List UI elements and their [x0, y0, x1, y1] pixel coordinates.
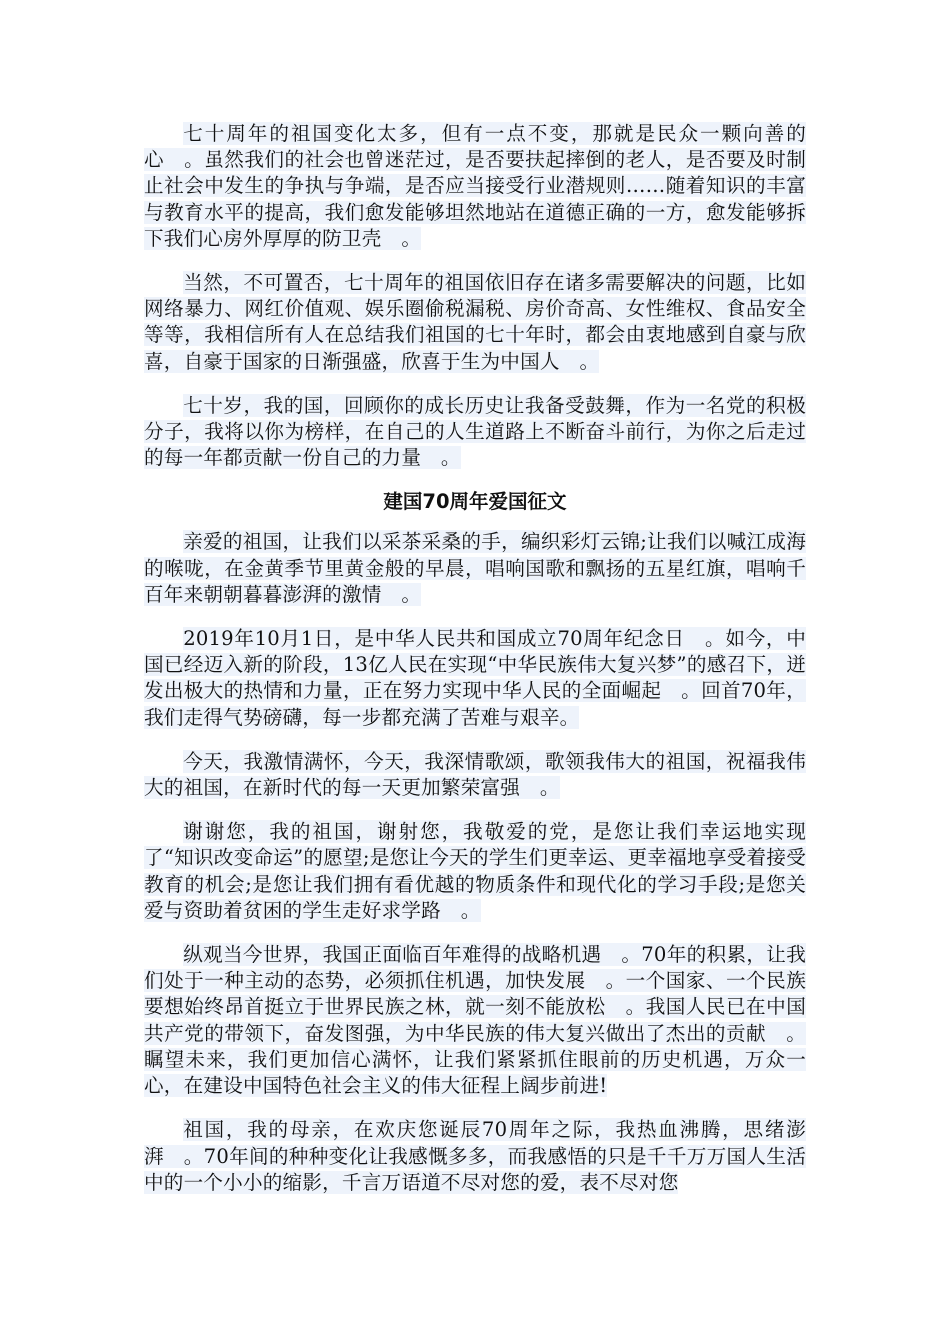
paragraph-text: 当然，不可置否，七十周年的祖国依旧存在诸多需要解决的问题，比如网络暴力、网红价值观、娱乐圈偷税漏税、房价奇高、女性维权、食品安全等等，我相信所有人在总结我们祖国的七十年时，都会由衷地感到自豪与欣喜，自豪于国家的日渐强盛，欣喜于生为中国人 。: [144, 271, 806, 373]
paragraph-text: 七十岁，我的国，回顾你的成长历史让我备受鼓舞，作为一名党的积极分子，我将以你为榜样，在自己的人生道路上不断奋斗前行，为你之后走过的每一年都贡献一份自己的力量 。: [144, 393, 806, 470]
paragraph: [144, 626, 806, 731]
paragraph-text: 纵观当今世界，我国正面临百年难得的战略机遇 。70年的积累，让我们处于一种主动的态势，必须抓住机遇，加快发展 。一个国家、一个民族要想始终昂首挺立于世界民族之林，就一刻不能放松 。我国人民已在中国共产党的带领下，奋发图强，为中华民族的伟大复兴做出了杰出的贡献 。瞩望未来，我们更加信心满怀，让我们紧紧抓住眼前的历史机遇，万众一心，在建设中国特色社会主义的伟大征程上阔步前进!: [144, 943, 806, 1098]
paragraph: [144, 1117, 806, 1196]
paragraph: [144, 529, 806, 608]
paragraph-text: 谢谢您，我的祖国，谢射您，我敬爱的党，是您让我们幸运地实现了“知识改变命运”的愿望;是您让今天的学生们更幸运、更幸福地享受着接受教育的机会;是您让我们拥有看优越的物质条件和现代化的学习手段;是您关爱与资助着贫困的学生走好求学路 。: [144, 820, 806, 922]
paragraph: [144, 942, 806, 1099]
paragraph-text: 祖国，我的母亲，在欢庆您诞辰70周年之际，我热血沸腾，思绪澎湃 。70年间的种种变化让我感慨多多，而我感悟的只是千千万万国人生活中的一个小小的缩影，千言万语道不尽对您的爱，表不尽对您: [144, 1118, 806, 1194]
document-body: [144, 121, 806, 1214]
paragraph-text: 今天，我激情满怀，今天，我深情歌颂，歌领我伟大的祖国，祝福我伟大的祖国，在新时代的每一天更加繁荣富强 。: [144, 749, 806, 800]
essay-title: 建国70周年爱国征文: [383, 490, 567, 514]
paragraph-text: 七十周年的祖国变化太多，但有一点不变，那就是民众一颗向善的心 。虽然我们的社会也曾迷茫过，是否要扶起摔倒的老人，是否要及时制止社会中发生的争执与争端，是否应当接受行业潜规则……随着知识的丰富与教育水平的提高，我们愈发能够坦然地站在道德正确的一方，愈发能够拆下我们心房外厚厚的防卫壳 。: [144, 122, 806, 250]
paragraph: [144, 270, 806, 375]
paragraph: [144, 749, 806, 801]
paragraph-text: 2019年10月1日，是中华人民共和国成立70周年纪念日 。如今，中国已经迈入新的阶段，13亿人民在实现“中华民族伟大复兴梦”的感召下，迸发出极大的热情和力量，正在努力实现中华人民的全面崛起 。回首70年，我们走得气势磅礴，每一步都充满了苦难与艰辛。: [144, 627, 806, 729]
paragraph: [144, 819, 806, 924]
paragraph: [144, 121, 806, 252]
paragraph: [144, 393, 806, 472]
paragraph-text: 亲爱的祖国，让我们以采茶采桑的手，编织彩灯云锦;让我们以喊江成海的喉咙，在金黄季节里黄金般的早晨，唱响国歌和飘扬的五星红旗，唱响千百年来朝朝暮暮澎湃的激情 。: [144, 530, 806, 606]
